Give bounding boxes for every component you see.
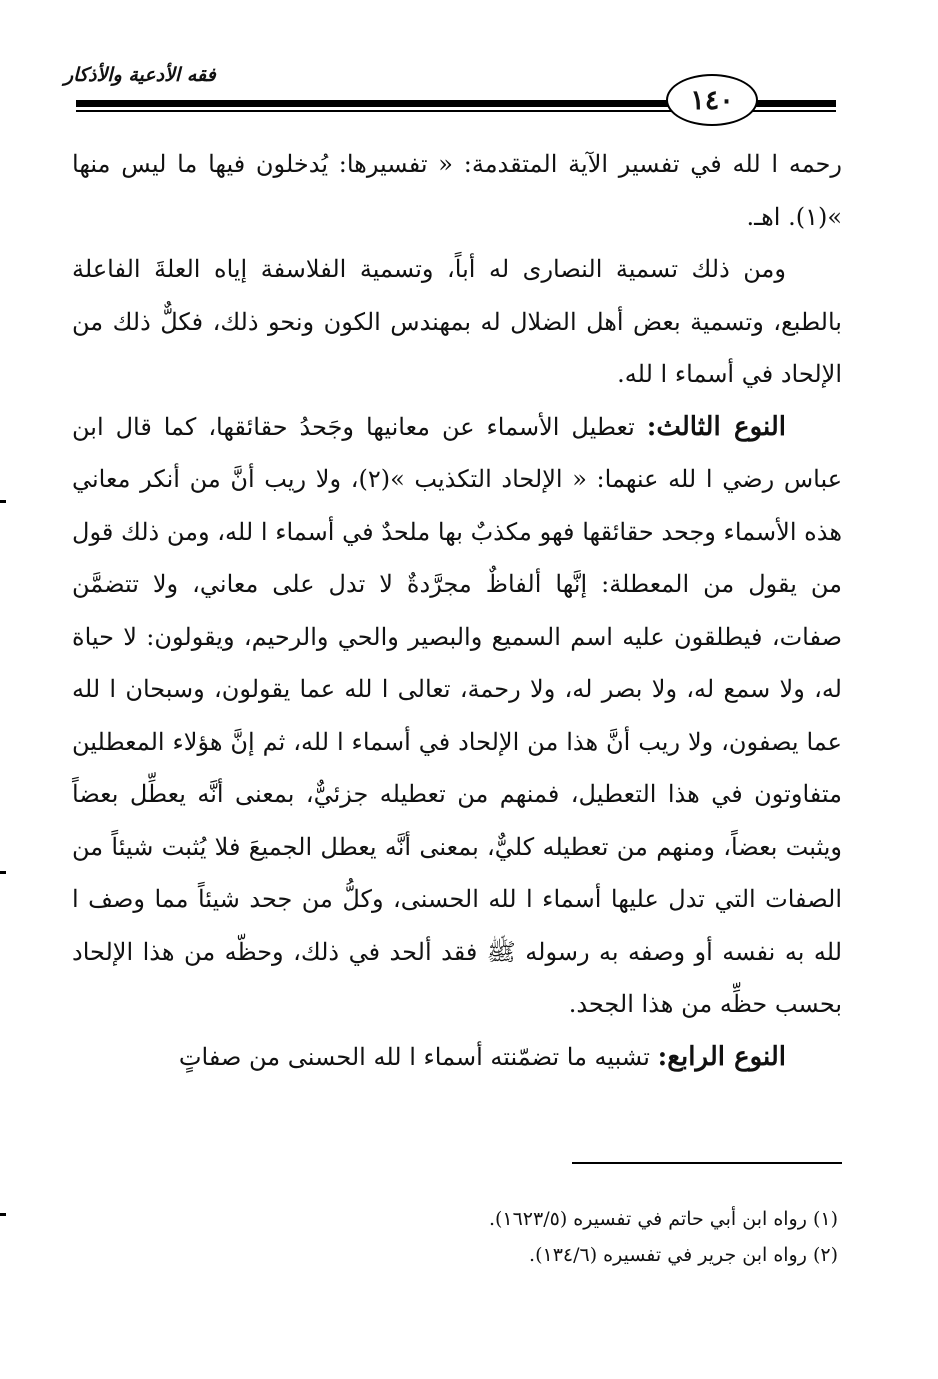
paragraph-4: [72, 1031, 842, 1084]
scan-edge-mark: [0, 1213, 6, 1216]
paragraph-4-text: تشبيه ما تضمّنته أسماء ا لله الحسنى من صفاتٍ: [178, 1042, 658, 1071]
book-title: فقه الأدعية والأذكار: [64, 64, 216, 86]
scan-edge-mark: [0, 500, 6, 503]
footnote-2: (٢) رواه ابن جرير في تفسيره (١٣٤/٦).: [529, 1244, 838, 1266]
footnote-1: (١) رواه ابن أبي حاتم في تفسيره (١٦٢٣/٥).: [488, 1208, 838, 1230]
paragraph-3: [72, 401, 842, 1031]
paragraph-1: رحمه ا لله في تفسير الآية المتقدمة: « تفسيرها: يُدخلون فيها ما ليس منها »(١). اهـ.: [72, 150, 842, 231]
paragraph-3-text: تعطيل الأسماء عن معانيها وجَحدُ حقائقها، كما قال ابن عباس رضي ا لله عنهما: « الإلحاد التكذيب »(٢)، ولا ريب أنَّ من أنكر معاني هذه الأسماء وجحد حقائقها فهو مكذبٌ بها ملحدٌ في أسماء ا لله، ومن ذلك قول من يقول من المعطلة: إنَّها ألفاظٌ مجرَّدةٌ لا تدل على معاني، ولا تتضمَّن صفات، فيطلقون عليه اسم السميع والبصير والحي والرحيم، ويقولون: لا حياة له، ولا سمع له، ولا بصر له، ولا رحمة، تعالى ا لله عما يقولون، وسبحان ا لله عما يصفون، ولا ريب أنَّ هذا من الإلحاد في أسماء ا لله، ثم إنَّ هؤلاء المعطلين متفاوتون في هذا التعطيل، فمنهم من تعطيله جزئيٌّ، بمعنى أنَّه يعطِّل بعضاً ويثبت بعضاً، ومنهم من تعطيله كليٌّ، بمعنى أنَّه يعطل الجميعَ فلا يُثبت شيئاً من الصفات التي تدل عليها أسماء ا لله الحسنى، وكلُّ من جحد شيئاً مما وصف ا لله به نفسه أو وصفه به رسوله ﷺ فقد ألحد في ذلك، وحظّه من هذا الإلحاد بحسب حظِّه من هذا الجحد.: [72, 412, 843, 1018]
page-number-badge: [666, 74, 758, 126]
section-term-third: النوع الثالث:: [646, 411, 786, 442]
paragraph-2: ومن ذلك تسمية النصارى له أباً، وتسمية الفلاسفة إياه العلةَ الفاعلة بالطبع، وتسمية بعض أهل الضلال له بمهندس الكون ونحو ذلك، فكلٌّ ذلك من الإلحاد في أسماء ا لله.: [72, 255, 842, 388]
footnotes: [72, 1201, 838, 1273]
main-text: [72, 138, 842, 1083]
scan-edge-mark: [0, 871, 6, 874]
page-number: ١٤٠: [690, 84, 734, 116]
footnote-separator: [572, 1162, 842, 1164]
section-term-fourth: النوع الرابع:: [657, 1041, 786, 1072]
